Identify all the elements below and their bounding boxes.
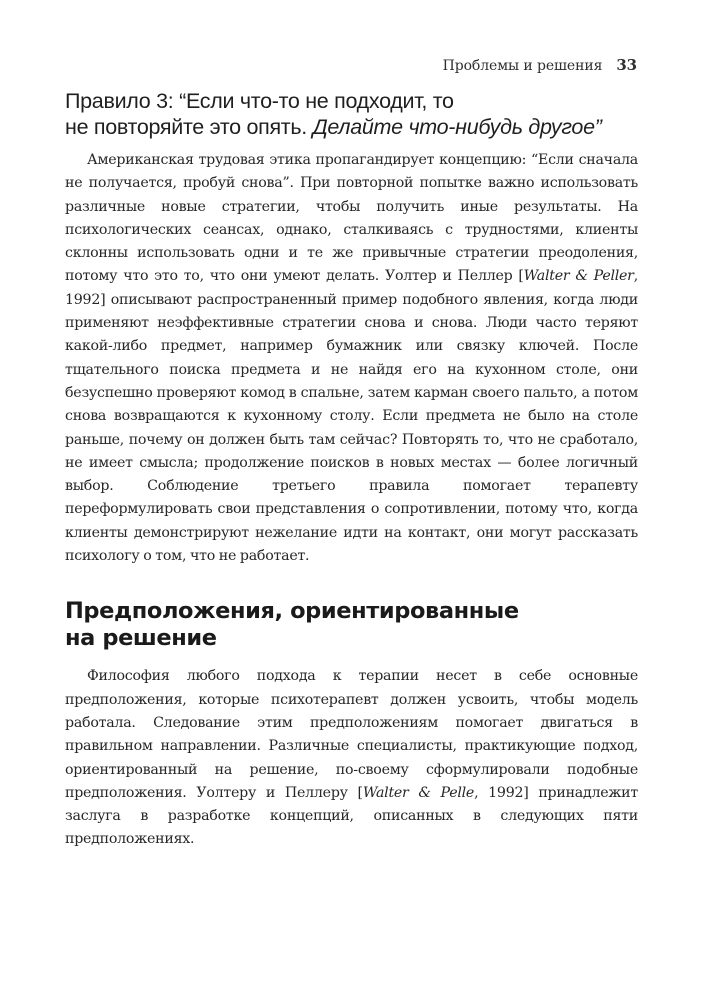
page-number: 33 [616, 56, 637, 74]
rule-3-heading-line2: не повторяйте это опять. [65, 115, 313, 139]
section-heading-line2: на решение [65, 625, 217, 652]
section-citation: Walter & Pelle [362, 784, 475, 801]
rule-3-heading-line1: Правило 3: “Если что-то не подходит, то [65, 89, 454, 113]
section-paragraph [65, 665, 638, 851]
rule-3-paragraph [65, 149, 638, 568]
section-heading-line1: Предположения, ориентированные [65, 598, 519, 625]
section-paragraph-text-1: Философия любого подхода к терапии несет в себе основные предположения, которые психотерапевт должен усвоить, чтобы модель работала. Следование этим предположениям помогает двигаться в правильном направлении. Различные специалисты, практикующие подход, ориентированный на решение, по-своему сформулировали подобные предположения. Уолтеру и Пеллеру [ [65, 668, 638, 801]
page-content [65, 88, 638, 852]
rule-3-citation: Walter & Peller [523, 268, 634, 285]
rule-3-heading-italic: Делайте что-нибудь другое” [312, 115, 602, 139]
section-heading [65, 598, 638, 652]
rule-3-heading [65, 88, 638, 140]
section-paragraph-text-2: , 1992] принадлежит заслуга в разработке концепций, описанных в следующих пяти предположениях. [65, 784, 638, 848]
running-head-title: Проблемы и решения [442, 58, 603, 74]
running-head [443, 56, 637, 74]
rule-3-paragraph-text-2: , 1992] описывают распространенный пример подобного явления, когда люди применяют неэффективные стратегии снова и снова. Люди часто теряют какой-либо предмет, например бумажник или связку ключей. После тщательного поиска предмета и не найдя его на кухонном столе, они безуспешно проверяют комод в спальне, затем карман своего пальто, а потом снова возвращаются к кухонному столу. Если предмета не было на столе раньше, почему он должен быть там сейчас? Повторять то, что не сработало, не имеет смысла; продолжение поисков в новых местах — более логичный выбор. Соблюдение третьего правила помогает терапевту переформулировать свои представления о сопротивлении, потому что, когда клиенты демонстрируют нежелание идти на контакт, они могут рассказать психологу о том, что не работает. [65, 268, 638, 565]
rule-3-paragraph-text-1: Американская трудовая этика пропагандирует концепцию: “Если сначала не получается, пробуй снова”. При повторной попытке важно использовать различные новые стратегии, чтобы получить иные результаты. На психологических сеансах, однако, сталкиваясь с трудностями, клиенты склонны использовать одни и те же привычные стратегии преодоления, потому что это то, что они умеют делать. Уолтер и Пеллер [ [65, 152, 638, 285]
